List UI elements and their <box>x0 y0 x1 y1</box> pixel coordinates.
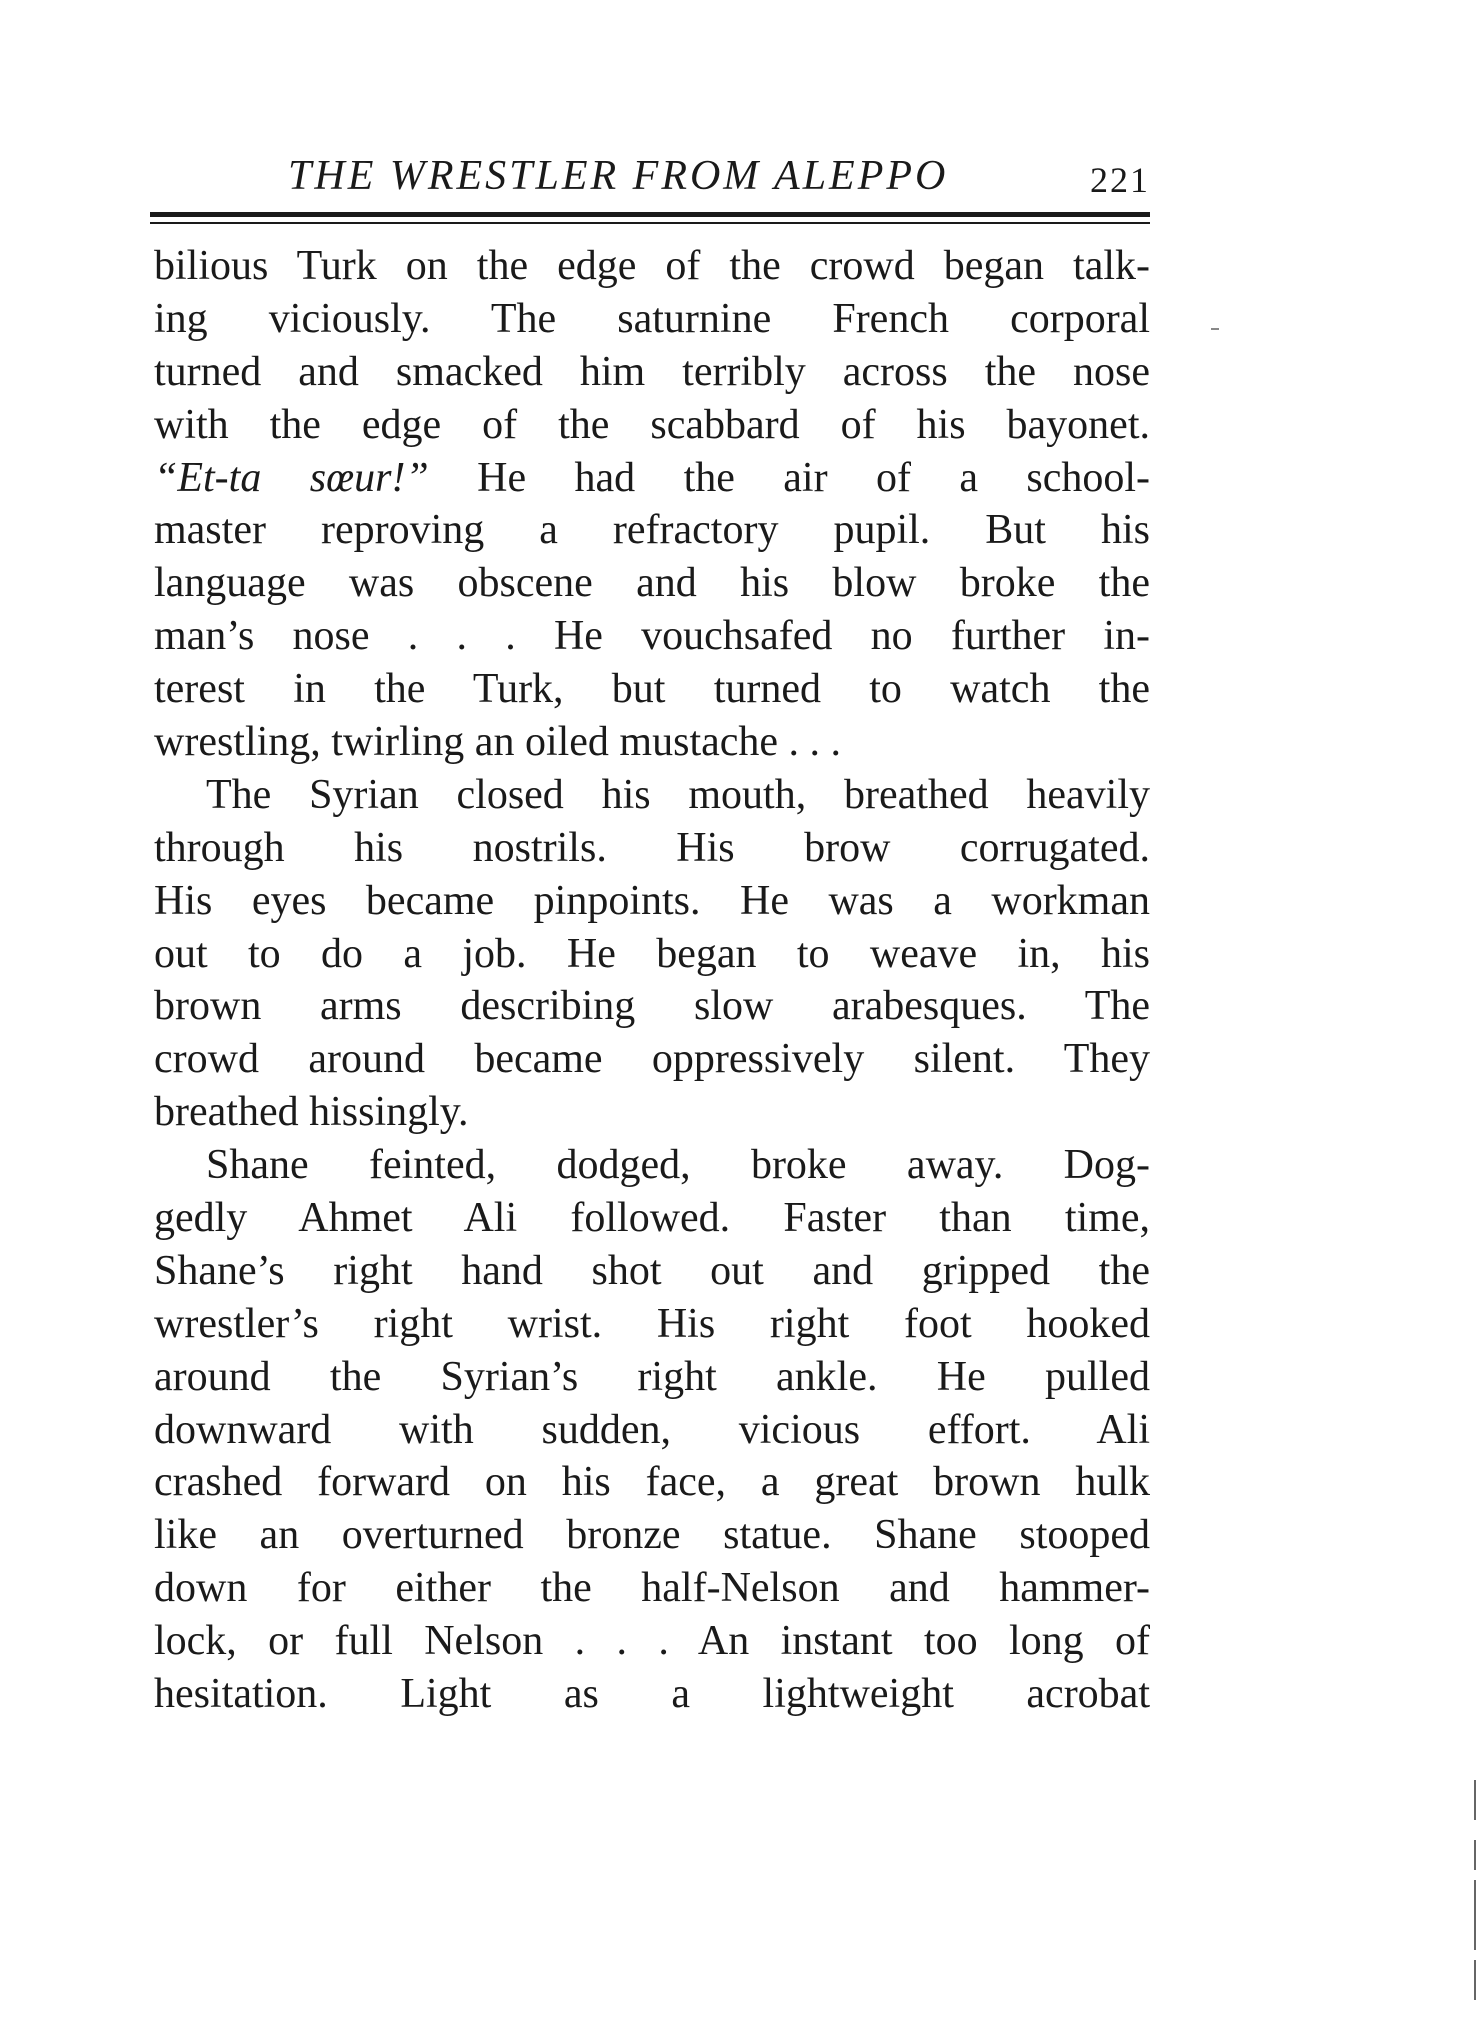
text-line: brown arms describing slow arabesques. The <box>154 983 1150 1030</box>
text-line: ing viciously. The saturnine French corporal <box>154 295 1150 342</box>
header-rule-thin <box>150 222 1150 224</box>
text-line: master reproving a refractory pupil. But his <box>154 507 1150 554</box>
text-line: terest in the Turk, but turned to watch the <box>154 666 1150 713</box>
text-line: through his nostrils. His brow corrugated. <box>154 824 1150 871</box>
body-text <box>154 240 1150 1721</box>
text-line: turned and smacked him terribly across the nose <box>154 348 1150 395</box>
page-edge-mark <box>1474 1840 1476 1870</box>
text-line: out to do a job. He began to weave in, his <box>154 930 1150 977</box>
text-line: like an overturned bronze statue. Shane stooped <box>154 1512 1150 1559</box>
page-edge-mark <box>1474 1960 1476 2000</box>
page-edge-mark <box>1474 1880 1476 1950</box>
text-line: downward with sudden, vicious effort. Ali <box>154 1406 1150 1453</box>
italic-quote: “Et-ta sœur!” <box>154 454 429 501</box>
text-line: hesitation. Light as a lightweight acrobat <box>154 1671 1150 1718</box>
page-number: 221 <box>1090 160 1150 200</box>
text-line: lock, or full Nelson . . . An instant too long of <box>154 1618 1150 1665</box>
text-line-with-quote <box>154 452 1150 505</box>
text-line: with the edge of the scabbard of his bayonet. <box>154 401 1150 448</box>
text-line: wrestling, twirling an oiled mustache . . . <box>154 719 842 766</box>
text-line: man’s nose . . . He vouchsafed no further in- <box>154 613 1150 660</box>
text-line: Shane’s right hand shot out and gripped the <box>154 1247 1150 1294</box>
margin-mark <box>1211 328 1219 330</box>
text-line-paragraph-start: Shane feinted, dodged, broke away. Dog- <box>206 1142 1150 1189</box>
text-line: around the Syrian’s right ankle. He pulled <box>154 1353 1150 1400</box>
text-line: crowd around became oppressively silent. They <box>154 1036 1150 1083</box>
text-line-paragraph-start: The Syrian closed his mouth, breathed heavily <box>206 771 1150 818</box>
text-line: wrestler’s right wrist. His right foot hooked <box>154 1300 1150 1347</box>
text-line: gedly Ahmet Ali followed. Faster than time, <box>154 1195 1150 1242</box>
header-rule-thick <box>150 212 1150 217</box>
running-title: THE WRESTLER FROM ALEPPO <box>288 153 949 199</box>
text-line: bilious Turk on the edge of the crowd began talk- <box>154 243 1150 289</box>
running-head <box>150 150 1150 202</box>
page-edge-mark <box>1474 1780 1476 1820</box>
text-line-rest: He had the air of a school- <box>477 454 1150 501</box>
text-line: breathed hissingly. <box>154 1089 469 1136</box>
text-line: crashed forward on his face, a great brown hulk <box>154 1459 1150 1506</box>
text-line: down for either the half-Nelson and hammer- <box>154 1565 1150 1612</box>
text-line: His eyes became pinpoints. He was a workman <box>154 877 1150 924</box>
text-line: language was obscene and his blow broke the <box>154 560 1150 607</box>
